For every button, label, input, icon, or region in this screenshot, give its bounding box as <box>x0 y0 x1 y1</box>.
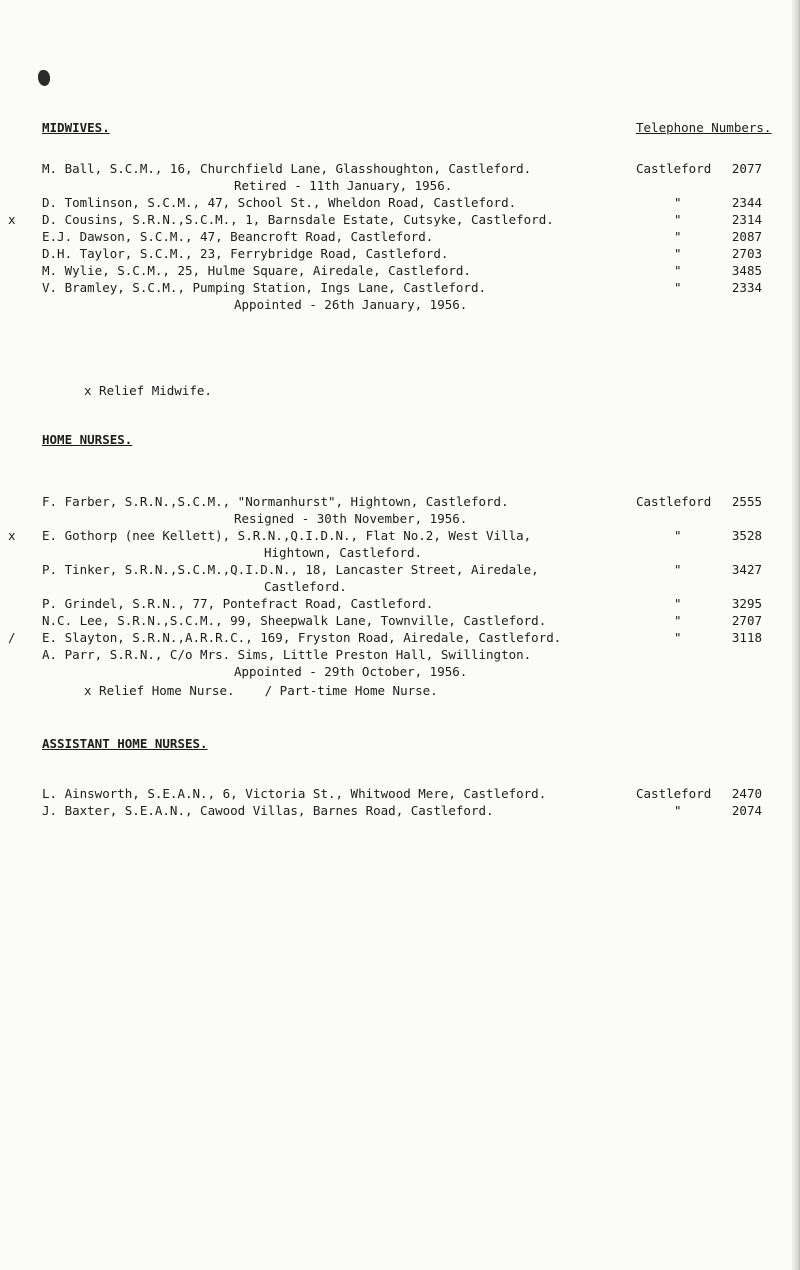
telephone-exchange: Castleford <box>636 161 712 176</box>
relief-midwife-note: x Relief Midwife. <box>84 383 212 398</box>
entry-continuation: Castleford. <box>264 579 347 594</box>
list-item <box>42 280 762 312</box>
list-item <box>8 630 762 646</box>
telephone-exchange: " <box>674 229 682 244</box>
entry-text: N.C. Lee, S.R.N.,S.C.M., 99, Sheepwalk Lane, Townville, Castleford. <box>42 613 547 628</box>
assistant-home-nurses-heading: ASSISTANT HOME NURSES. <box>42 736 208 751</box>
entry-mark: x <box>8 212 16 227</box>
list-item <box>42 647 762 679</box>
entry-text: J. Baxter, S.E.A.N., Cawood Villas, Barnes Road, Castleford. <box>42 803 494 818</box>
telephone-exchange: " <box>674 630 682 645</box>
telephone-number: 2707 <box>731 613 762 628</box>
entry-text: D.H. Taylor, S.C.M., 23, Ferrybridge Road, Castleford. <box>42 246 449 261</box>
entry-continuation: Hightown, Castleford. <box>264 545 423 560</box>
list-item <box>42 596 762 612</box>
telephone-exchange: " <box>674 613 682 628</box>
list-item <box>42 786 762 802</box>
entry-mark: / <box>8 630 16 645</box>
entry-text: D. Cousins, S.R.N.,S.C.M., 1, Barnsdale Estate, Cutsyke, Castleford. <box>42 212 554 227</box>
entry-text: E. Slayton, S.R.N.,A.R.R.C., 169, Fryston Road, Airedale, Castleford. <box>42 630 562 645</box>
telephone-number: 3295 <box>731 596 762 611</box>
entry-mark: x <box>8 528 16 543</box>
telephone-number: 2555 <box>731 494 762 509</box>
list-item <box>42 229 762 245</box>
list-item <box>42 195 762 211</box>
entry-text: F. Farber, S.R.N.,S.C.M., "Normanhurst", Hightown, Castleford. <box>42 494 509 509</box>
telephone-exchange: " <box>674 212 682 227</box>
list-item <box>42 246 762 262</box>
telephone-exchange: " <box>674 596 682 611</box>
telephone-numbers-heading: Telephone Numbers. <box>636 120 772 135</box>
list-item <box>42 562 762 594</box>
list-item <box>42 613 762 629</box>
telephone-number: 3427 <box>731 562 762 577</box>
telephone-number: 3528 <box>731 528 762 543</box>
punch-hole-mark <box>38 70 50 86</box>
entry-continuation: Retired - 11th January, 1956. <box>234 178 453 193</box>
list-item <box>8 528 762 560</box>
list-item <box>42 263 762 279</box>
telephone-number: 2087 <box>731 229 762 244</box>
entry-continuation: Appointed - 26th January, 1956. <box>234 297 468 312</box>
telephone-exchange: " <box>674 280 682 295</box>
telephone-number: 2470 <box>731 786 762 801</box>
telephone-exchange: " <box>674 195 682 210</box>
entry-text: L. Ainsworth, S.E.A.N., 6, Victoria St., Whitwood Mere, Castleford. <box>42 786 547 801</box>
entry-text: E.J. Dawson, S.C.M., 47, Beancroft Road, Castleford. <box>42 229 434 244</box>
entry-text: M. Wylie, S.C.M., 25, Hulme Square, Airedale, Castleford. <box>42 263 471 278</box>
home-nurses-heading: HOME NURSES. <box>42 432 133 447</box>
telephone-number: 3485 <box>731 263 762 278</box>
list-item <box>42 494 762 526</box>
telephone-number: 2314 <box>731 212 762 227</box>
list-item <box>8 212 762 228</box>
telephone-exchange: Castleford <box>636 786 712 801</box>
telephone-exchange: " <box>674 803 682 818</box>
telephone-number: 2077 <box>731 161 762 176</box>
entry-text: D. Tomlinson, S.C.M., 47, School St., Wheldon Road, Castleford. <box>42 195 517 210</box>
list-item <box>42 803 762 819</box>
telephone-exchange: " <box>674 562 682 577</box>
page-edge-shadow <box>792 0 800 1270</box>
telephone-number: 2344 <box>731 195 762 210</box>
home-nurses-note: x Relief Home Nurse. / Part-time Home Nurse. <box>84 683 438 698</box>
telephone-number: 3118 <box>731 630 762 645</box>
telephone-exchange: " <box>674 263 682 278</box>
telephone-number: 2334 <box>731 280 762 295</box>
entry-text: P. Grindel, S.R.N., 77, Pontefract Road, Castleford. <box>42 596 434 611</box>
entry-text: A. Parr, S.R.N., C/o Mrs. Sims, Little Preston Hall, Swillington. <box>42 647 532 662</box>
midwives-heading: MIDWIVES. <box>42 120 110 135</box>
telephone-number: 2703 <box>731 246 762 261</box>
entry-text: M. Ball, S.C.M., 16, Churchfield Lane, Glasshoughton, Castleford. <box>42 161 532 176</box>
list-item <box>42 161 762 193</box>
entry-text: P. Tinker, S.R.N.,S.C.M.,Q.I.D.N., 18, Lancaster Street, Airedale, <box>42 562 539 577</box>
entry-continuation: Appointed - 29th October, 1956. <box>234 664 468 679</box>
telephone-exchange: " <box>674 528 682 543</box>
telephone-exchange: " <box>674 246 682 261</box>
entry-text: E. Gothorp (nee Kellett), S.R.N.,Q.I.D.N., Flat No.2, West Villa, <box>42 528 532 543</box>
telephone-exchange: Castleford <box>636 494 712 509</box>
entry-continuation: Resigned - 30th November, 1956. <box>234 511 468 526</box>
entry-text: V. Bramley, S.C.M., Pumping Station, Ings Lane, Castleford. <box>42 280 487 295</box>
telephone-number: 2074 <box>731 803 762 818</box>
